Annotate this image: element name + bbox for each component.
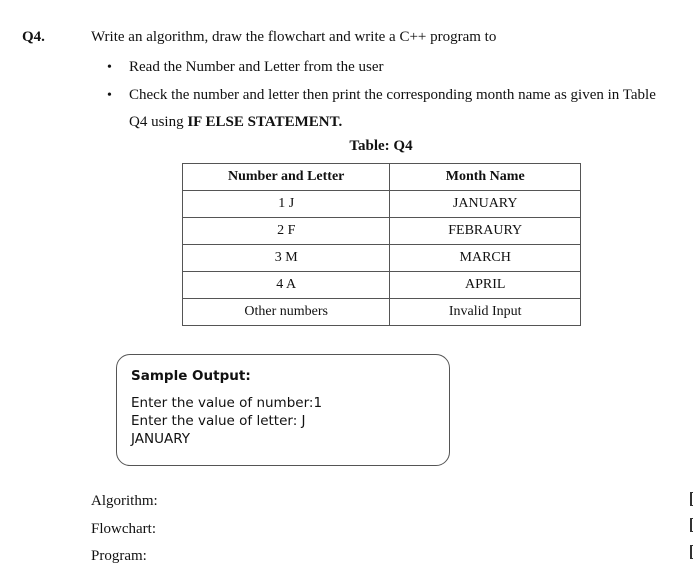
sample-output-box: [116, 354, 450, 466]
table-row: [183, 272, 581, 299]
table-cell: 3 M: [183, 245, 390, 272]
program-label: Program:: [91, 548, 147, 564]
table-cell: APRIL: [390, 272, 581, 299]
sample-output-title: Sample Output:: [131, 368, 251, 384]
bullet-text-bold: IF ELSE STATEMENT.: [187, 114, 343, 130]
table-cell: FEBRAURY: [390, 218, 581, 245]
bullet-text-plain: Check the number and letter then print the corresponding month name as given in Table Q4 using: [129, 87, 656, 130]
sample-output-line: Enter the value of number:1: [131, 395, 323, 411]
table-cell: 1 J: [183, 191, 390, 218]
table-cell: MARCH: [390, 245, 581, 272]
table-row: [183, 191, 581, 218]
table-header-row: [183, 164, 581, 191]
table-row: [183, 218, 581, 245]
bullet-item: [107, 82, 667, 136]
edge-bracket-mark: [690, 492, 693, 506]
month-table: [182, 163, 581, 326]
bullet-item: [107, 54, 384, 81]
table-cell: Invalid Input: [390, 299, 581, 326]
table-caption: Table: Q4: [349, 138, 413, 154]
table-cell: Other numbers: [183, 299, 390, 326]
table-cell: JANUARY: [390, 191, 581, 218]
bullet-icon: •: [107, 60, 112, 75]
table-header-cell: Number and Letter: [183, 164, 390, 191]
question-number: Q4.: [22, 29, 45, 45]
edge-bracket-mark: [690, 545, 693, 559]
sample-output-line: JANUARY: [131, 431, 190, 447]
bullet-text: Read the Number and Letter from the user: [129, 59, 384, 75]
bullet-text: [129, 82, 659, 136]
algorithm-label: Algorithm:: [91, 493, 158, 509]
table-row: [183, 299, 581, 326]
table-header-cell: Month Name: [390, 164, 581, 191]
table-cell: 4 A: [183, 272, 390, 299]
table-row: [183, 245, 581, 272]
bullet-icon: •: [107, 88, 112, 103]
question-text: Write an algorithm, draw the flowchart and write a C++ program to: [91, 29, 497, 45]
flowchart-label: Flowchart:: [91, 521, 156, 537]
table-cell: 2 F: [183, 218, 390, 245]
sample-output-line: Enter the value of letter: J: [131, 413, 306, 429]
edge-bracket-mark: [690, 518, 693, 532]
